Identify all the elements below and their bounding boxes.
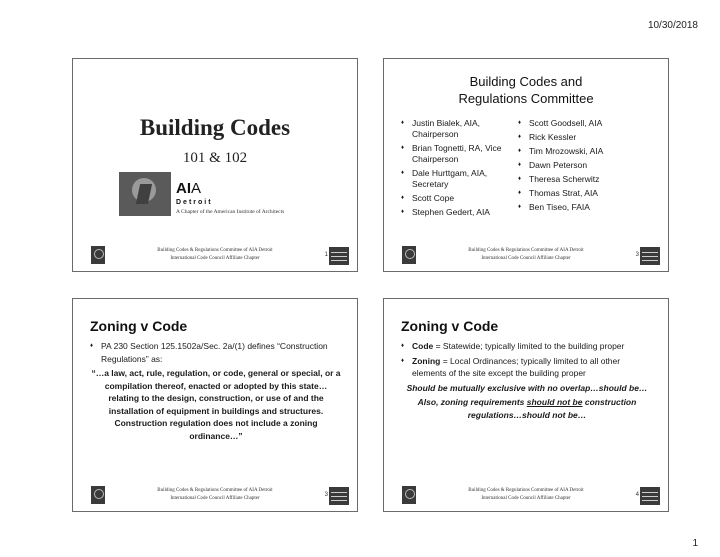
committee-member: ♦ Justin Bialek, AIA, Chairperson — [401, 118, 513, 140]
committee-member: ♦ Thomas Strat, AIA — [518, 188, 658, 199]
slide-footer — [73, 246, 357, 268]
committee-list-left — [401, 118, 513, 221]
slide-footer — [384, 246, 668, 268]
committee-member: ♦ Theresa Scherwitz — [518, 174, 658, 185]
footer-line-1: Building Codes & Regulations Committee of AIA Detroit — [157, 248, 273, 253]
committee-member: ♦ Scott Goodsell, AIA — [518, 118, 658, 129]
slide-number: 3 — [635, 252, 639, 258]
committee-member: ♦ Tim Mrozowski, AIA — [518, 146, 658, 157]
emphasis-line-2 — [401, 396, 653, 421]
footer-line-1: Building Codes & Regulations Committee of AIA Detroit — [157, 488, 273, 493]
committee-member: ♦ Dale Hurttgam, AIA, Secretary — [401, 168, 513, 190]
slide-title-line-1: Building Codes and — [469, 74, 583, 89]
committee-member: ♦ Dawn Peterson — [518, 160, 658, 171]
slide-thumbnail-3[interactable] — [72, 298, 358, 512]
slide-thumbnail-4[interactable] — [383, 298, 669, 512]
term-code: Code — [412, 341, 434, 351]
slide-title-line-2: Regulations Committee — [458, 91, 594, 106]
footer-text — [424, 247, 628, 263]
emphasis-post: construction regulations…should not be… — [467, 397, 637, 420]
footer-seal-icon — [91, 246, 105, 264]
slide-subtitle: 101 & 102 — [182, 150, 248, 166]
slide-title — [384, 73, 668, 107]
footer-icc-logo-icon — [640, 487, 660, 505]
slide-footer — [73, 486, 357, 508]
aia-logo-thin: A — [191, 180, 202, 197]
aia-emblem-icon — [119, 172, 171, 216]
aia-chapter-line: A Chapter of the American Institute of Architects — [176, 209, 285, 215]
committee-list-right — [518, 118, 658, 216]
bullet-code — [401, 340, 653, 353]
slide-title: Zoning v Code — [401, 318, 499, 334]
committee-member: ♦ Scott Cope — [401, 193, 513, 204]
committee-member: ♦ Rick Kessler — [518, 132, 658, 143]
footer-text — [424, 487, 628, 503]
footer-line-2: International Code Council Affiliate Chapter — [481, 256, 571, 261]
aia-logo-text — [176, 180, 201, 197]
footer-line-2: International Code Council Affiliate Chapter — [170, 256, 260, 261]
committee-member: ♦ Ben Tiseo, FAIA — [518, 202, 658, 213]
footer-seal-icon — [402, 246, 416, 264]
bullet-zoning — [401, 355, 653, 380]
slide-footer — [384, 486, 668, 508]
emphasis-line-1: Should be mutually exclusive with no overlap…should be… — [406, 382, 648, 393]
footer-line-1: Building Codes & Regulations Committee of AIA Detroit — [468, 248, 584, 253]
page-number: 1 — [692, 538, 698, 549]
emphasis-pre: Also, zoning requirements — [417, 397, 527, 407]
committee-member: ♦ Brian Tognetti, RA, Vice Chairperson — [401, 143, 513, 165]
committee-member: ♦ Stephen Gedert, AIA — [401, 207, 513, 218]
footer-seal-icon — [91, 486, 105, 504]
slide-body — [90, 340, 342, 442]
bullet-pa230: ♦ PA 230 Section 125.1502a/Sec. 2a/(1) defines “Construction Regulations” as: — [90, 340, 342, 365]
page-date: 10/30/2018 — [647, 20, 698, 31]
slide-number: 4 — [635, 492, 639, 498]
emphasis-underlined: should not be — [526, 397, 583, 407]
slide-title: Building Codes — [139, 115, 291, 140]
slide-number: 3 — [324, 492, 328, 498]
slide-thumbnail-1[interactable] — [72, 58, 358, 272]
slide-number: 1 — [324, 252, 328, 258]
footer-icc-logo-icon — [329, 487, 349, 505]
aia-logo-bold: AI — [176, 180, 191, 197]
regulation-quote: “…a law, act, rule, regulation, or code, general or special, or a compilation thereof, enacted or adopted by this state…relating to the design, construction, or use of and the installation of equipment in buildings and structures. Construction regulation does not include a zoning ordinance…” — [91, 368, 341, 441]
footer-seal-icon — [402, 486, 416, 504]
footer-text — [113, 247, 317, 263]
footer-line-2: International Code Council Affiliate Chapter — [170, 496, 260, 501]
footer-icc-logo-icon — [329, 247, 349, 265]
aia-city: Detroit — [176, 199, 213, 206]
footer-line-2: International Code Council Affiliate Chapter — [481, 496, 571, 501]
definition-zoning: = Local Ordinances; typically limited to all other elements of the site except the building proper — [412, 355, 621, 378]
footer-text — [113, 487, 317, 503]
definition-code: = Statewide; typically limited to the building proper — [433, 341, 625, 351]
footer-line-1: Building Codes & Regulations Committee of AIA Detroit — [468, 488, 584, 493]
slide-thumbnail-2[interactable] — [383, 58, 669, 272]
slide-body — [401, 340, 653, 421]
footer-icc-logo-icon — [640, 247, 660, 265]
slide-title: Zoning v Code — [90, 318, 188, 334]
term-zoning: Zoning — [412, 355, 441, 366]
